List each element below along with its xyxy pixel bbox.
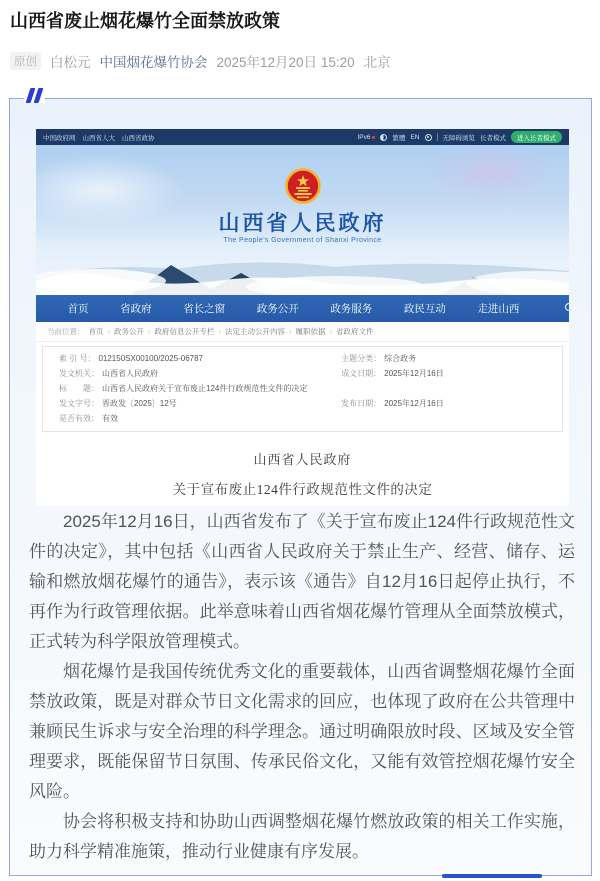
gov-site-screenshot[interactable] [36,129,569,506]
contrast-icon[interactable] [380,134,387,141]
meta-empty-cell [341,384,554,394]
nav-item-gov-services[interactable]: 政务服务 [330,303,373,315]
breadcrumb-label: 当前位置： [47,327,85,336]
gov-navbar [36,295,569,322]
article-paragraph: 协会将积极支持和协助山西调整烟花爆竹燃放政策的相关工作实施，助力科学精准施策，推动行业健康有序发展。 [29,812,575,861]
meta-empty-cell [341,414,554,424]
breadcrumb-item[interactable]: 政务公开 [114,327,144,336]
nav-item-home[interactable]: 首页 [67,303,89,315]
meta-doc-number: 发文字号： 晋政发〔2025〕12号 [59,398,177,408]
article-paragraph: 烟花爆竹是我国传统优秀文化的重要载体，山西省调整烟花爆竹全面禁放政策，既是对群众节日文化需求的回应，也体现了政府在公共管理中兼顾民生诉求与安全治理的科学理念。通过明确限放时段、区域及安全管理要求，既能保留节日氛围、传承民俗文化，又能有效管控烟花爆竹安全风险。 [29,662,575,801]
breadcrumb-separator: › [289,327,292,336]
bottom-accent-bar [442,874,542,878]
page-title: 山西省废止烟花爆竹全面禁放政策 [10,11,280,31]
quote-box [9,98,592,876]
quote-icon [24,88,45,103]
topbar-link-renda[interactable]: 山西省人大 [82,134,115,142]
breadcrumb-item[interactable]: 法定主动公开内容 [225,327,285,336]
author-name: 白松元 [50,55,91,70]
meta-validity: 是否有效： 有效 [59,413,118,423]
breadcrumb-separator: › [107,327,110,336]
document-meta-table [42,346,563,432]
banner-mountains-graphic [36,237,569,295]
meta-issuing-org: 发文机关： 山西省人民政府 [59,368,158,378]
gov-topbar [36,129,569,145]
article-paragraph: 2025年12月16日，山西省发布了《关于宣布废止124件行政规范性文件的决定》，其中包括《山西省人民政府关于禁止生产、经营、储存、运输和燃放烟花爆竹的通告》，表示该《通告》自12月16日起停止执行，不再作为行政管理依据。此举意味着山西省烟花爆竹管理从全面禁放模式，正式转为科学限放管理模式。 [29,512,575,651]
topbar-link-gov-cn[interactable]: 中国政府网 [43,134,76,142]
article-body [29,507,575,867]
gov-banner [36,145,569,295]
gov-document-header [36,432,569,506]
breadcrumb-item[interactable]: 首页 [88,327,104,336]
topbar-link-zhengxie[interactable]: 山西省政协 [122,134,155,142]
breadcrumb [36,322,569,342]
user-icon[interactable] [425,134,432,141]
nav-item-gov-disclosure[interactable]: 政务公开 [256,303,299,315]
ipv6-label: IPv6 [357,133,371,141]
breadcrumb-separator: › [148,327,151,336]
ipv6-dot-icon [372,136,375,139]
enter-elder-mode-button[interactable]: 进入长者模式 [511,131,562,143]
breadcrumb-item[interactable]: 省政府文件 [336,327,374,336]
meta-index-number: 索 引 号： 012150SX00100/2025-06787 [59,354,203,363]
topbar-divider [437,133,438,141]
account-link[interactable]: 中国烟花爆竹协会 [99,55,208,70]
nav-item-enter-shanxi[interactable]: 走进山西 [477,303,520,315]
traditional-chinese-toggle[interactable]: 繁體 [392,134,406,142]
document-title: 关于宣布废止124件行政规范性文件的决定 [172,481,433,497]
gov-site-name-en: The People's Government of Shanxi Province [223,237,382,244]
meta-written-date: 成文日期： 2025年12月16日 [341,368,444,378]
breadcrumb-item[interactable]: 履职依据 [295,327,326,336]
gov-site-name: 山西省人民政府 [218,212,387,235]
publish-datetime: 2025年12月20日 15:20 [216,55,355,70]
breadcrumb-item[interactable]: 政府信息公开专栏 [154,327,215,336]
meta-topic-category: 主题分类： 综合政务 [341,354,417,363]
search-icon[interactable] [565,303,569,311]
document-org: 山西省人民政府 [253,451,352,467]
byline [10,51,391,71]
elder-mode-link[interactable]: 长者模式 [480,134,506,142]
nav-item-interaction[interactable]: 政民互动 [403,303,446,315]
nav-item-provincial-gov[interactable]: 省政府 [120,303,152,315]
original-badge: 原创 [10,52,41,70]
breadcrumb-separator: › [218,327,221,336]
meta-doc-title: 标 题： 山西省人民政府关于宣布废止124件行政规范性文件的决定 [59,383,308,393]
publish-location: 北京 [363,55,391,70]
meta-publish-date: 发布日期： 2025年12月16日 [341,398,444,408]
national-emblem-icon [285,167,321,207]
nav-item-governor-window[interactable]: 省长之窗 [183,303,226,315]
english-toggle[interactable]: EN [410,133,420,141]
accessibility-link[interactable]: 无障碍浏览 [442,134,475,142]
breadcrumb-separator: › [329,327,332,336]
